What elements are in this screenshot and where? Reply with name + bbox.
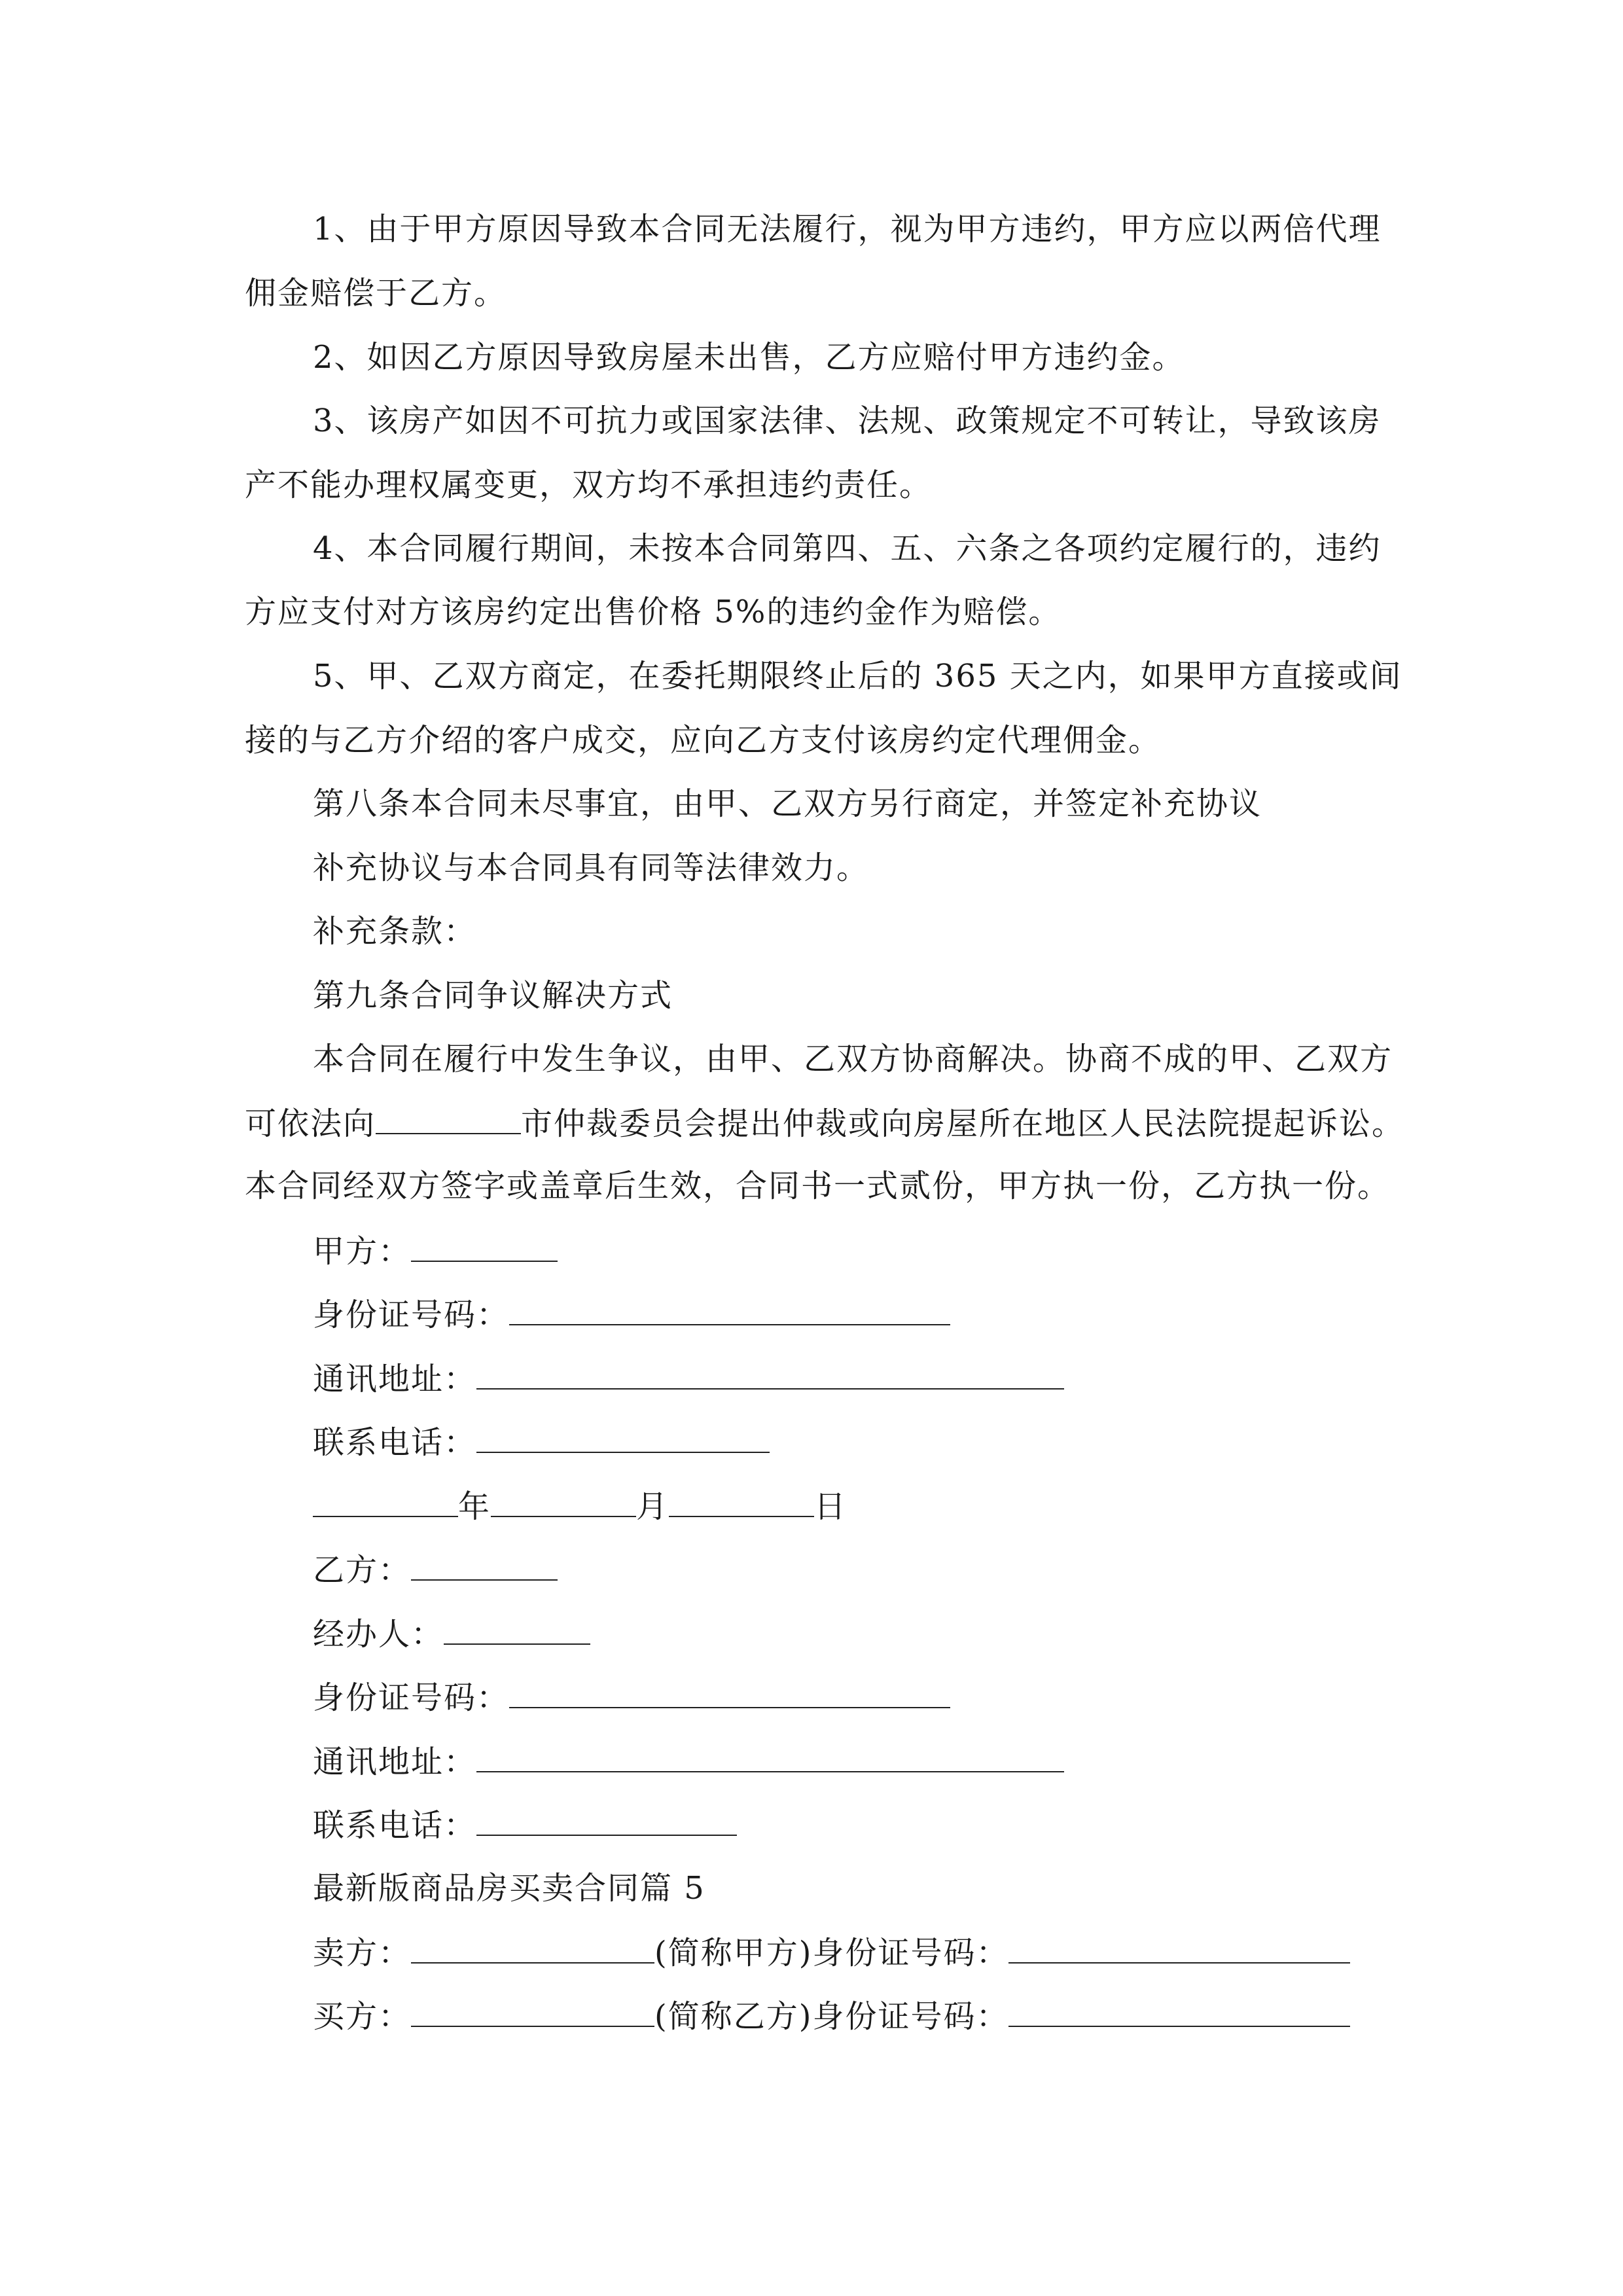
- party-a-phone-row: [313, 1422, 770, 1462]
- arbitration-suffix: 市仲裁委员会提出仲裁或向房屋所在地区人民法院提起诉讼。: [521, 1105, 1405, 1142]
- article-9-line-1: 本合同在履行中发生争议，由甲、乙双方协商解决。协商不成的甲、乙双方: [313, 1041, 1393, 1077]
- party-a-id-label: 身份证号码：: [313, 1297, 510, 1333]
- party-a-address-label: 通讯地址：: [313, 1361, 477, 1397]
- clause-2: 2、如因乙方原因导致房屋未出售，乙方应赔付甲方违约金。: [313, 339, 1185, 376]
- agent-label: 经办人：: [313, 1616, 444, 1653]
- year-label: 年: [458, 1488, 491, 1525]
- party-a-blank[interactable]: [411, 1230, 558, 1262]
- party-b-phone-blank[interactable]: [476, 1804, 737, 1836]
- clause-1-line-1: 1、由于甲方原因导致本合同无法履行，视为甲方违约，甲方应以两倍代理: [313, 211, 1382, 247]
- party-a-phone-label: 联系电话：: [313, 1424, 477, 1461]
- clause-5-line-1: 5、甲、乙双方商定，在委托期限终止后的 365 天之内，如果甲方直接或间: [313, 658, 1402, 694]
- party-b-phone-label: 联系电话：: [313, 1807, 477, 1844]
- clause-3-line-1: 3、该房产如因不可抗力或国家法律、法规、政策规定不可转让，导致该房: [313, 403, 1382, 439]
- arbitration-city-blank[interactable]: [376, 1103, 521, 1134]
- buyer-label: 买方：: [313, 1998, 412, 2035]
- party-b-id-row: [313, 1677, 950, 1717]
- clause-4-line-1: 4、本合同履行期间，未按本合同第四、五、六条之各项约定履行的，违约: [313, 530, 1382, 567]
- seller-abbr-label: (简称甲方)身份证号码：: [654, 1935, 1009, 1971]
- party-a-row: [313, 1230, 558, 1271]
- year-blank[interactable]: [313, 1486, 458, 1517]
- buyer-abbr-label: (简称乙方)身份证号码：: [654, 1998, 1009, 2035]
- clause-3-line-2: 产不能办理权属变更，双方均不承担违约责任。: [245, 467, 933, 503]
- seller-row: [313, 1932, 1350, 1973]
- supplement-label: 补充条款：: [313, 913, 477, 950]
- clause-5-line-2: 接的与乙方介绍的客户成交，应向乙方支付该房约定代理佣金。: [245, 722, 1162, 759]
- party-a-id-row: [313, 1294, 950, 1335]
- party-a-label: 甲方：: [313, 1233, 412, 1270]
- party-a-phone-blank[interactable]: [476, 1422, 770, 1453]
- party-b-address-row: [313, 1741, 1064, 1782]
- article-9-line-3: 本合同经双方签字或盖章后生效，合同书一式贰份，甲方执一份，乙方执一份。: [245, 1168, 1391, 1204]
- party-b-blank[interactable]: [411, 1549, 558, 1581]
- party-b-id-label: 身份证号码：: [313, 1679, 510, 1716]
- party-b-label: 乙方：: [313, 1552, 412, 1588]
- party-b-address-blank[interactable]: [476, 1741, 1064, 1772]
- party-b-address-label: 通讯地址：: [313, 1744, 477, 1780]
- seller-id-blank[interactable]: [1008, 1932, 1350, 1964]
- day-label: 日: [814, 1488, 847, 1525]
- section-5-title: 最新版商品房买卖合同篇 5: [313, 1870, 705, 1907]
- party-a-id-blank[interactable]: [509, 1294, 950, 1325]
- article-9-title: 第九条合同争议解决方式: [313, 977, 673, 1014]
- article-8-line-1: 第八条本合同未尽事宜，由甲、乙双方另行商定，并签定补充协议: [313, 785, 1262, 822]
- party-a-address-row: [313, 1358, 1064, 1399]
- buyer-row: [313, 1996, 1350, 2036]
- article-9-line-2: [245, 1103, 1404, 1143]
- arbitration-prefix: 可依法向: [245, 1105, 376, 1142]
- seller-label: 卖方：: [313, 1935, 412, 1971]
- clause-1-line-2: 佣金赔偿于乙方。: [245, 275, 507, 312]
- month-label: 月: [636, 1488, 669, 1525]
- party-b-row: [313, 1549, 558, 1590]
- seller-name-blank[interactable]: [411, 1932, 654, 1964]
- month-blank[interactable]: [491, 1486, 636, 1517]
- day-blank[interactable]: [669, 1486, 814, 1517]
- clause-4-line-2: 方应支付对方该房约定出售价格 5%的违约金作为赔偿。: [245, 594, 1061, 630]
- date-row: [313, 1486, 847, 1526]
- party-a-address-blank[interactable]: [476, 1358, 1064, 1390]
- party-b-phone-row: [313, 1804, 737, 1845]
- party-b-id-blank[interactable]: [509, 1677, 950, 1708]
- buyer-id-blank[interactable]: [1008, 1996, 1350, 2027]
- agent-blank[interactable]: [444, 1613, 590, 1645]
- article-8-line-2: 补充协议与本合同具有同等法律效力。: [313, 850, 870, 886]
- agent-row: [313, 1613, 590, 1654]
- buyer-name-blank[interactable]: [411, 1996, 654, 2027]
